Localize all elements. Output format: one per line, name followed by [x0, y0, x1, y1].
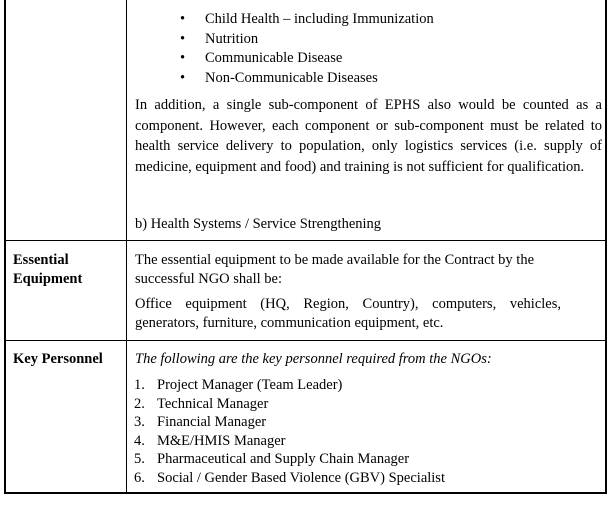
- bullet-icon: •: [180, 50, 186, 66]
- list-item: 4. M&E/HMIS Manager: [134, 432, 286, 449]
- row-divider-1: [4, 240, 607, 241]
- table-border-right: [605, 0, 607, 494]
- list-item: 6. Social / Gender Based Violence (GBV) Specialist: [134, 469, 445, 486]
- table-border-left: [4, 0, 6, 494]
- key-personnel-list: [134, 376, 445, 487]
- list-item: 5. Pharmaceutical and Supply Chain Manager: [134, 451, 410, 467]
- bullet-icon: •: [180, 11, 186, 27]
- ephs-bullet-list: [180, 10, 434, 88]
- bullet-icon: •: [180, 30, 186, 47]
- essential-equipment-intro: The essential equipment to be made available for the Contract by the successful NGO shall be:: [135, 252, 535, 287]
- list-item: 3. Financial Manager: [134, 414, 267, 430]
- essential-equipment-label: Essential Equipment: [13, 252, 83, 287]
- key-personnel-intro: The following are the key personnel required from the NGOs:: [135, 351, 492, 367]
- list-item: • Communicable Disease: [180, 49, 434, 69]
- list-item: • Nutrition: [180, 30, 434, 50]
- list-item: 1. Project Manager (Team Leader): [134, 377, 343, 393]
- table-border-bottom: [4, 492, 607, 494]
- essential-equipment-items: Office equipment (HQ, Region, Country), computers, vehicles, generators, furniture, communication equipment, etc.: [135, 296, 561, 331]
- table-border-column: [126, 0, 127, 494]
- key-personnel-label: Key Personnel: [13, 351, 103, 367]
- list-item: • Child Health – including Immunization: [180, 10, 434, 30]
- ephs-paragraph: In addition, a single sub-component of EPHS also would be counted as a component. However, each component or sub-component must be related to health service delivery to population, only logistics services (i.e. supply of medicine, equipment and food) and training is not sufficient for qualification.: [135, 97, 602, 175]
- row-divider-2: [4, 340, 607, 341]
- list-item: • Non-Communicable Diseases: [180, 69, 434, 89]
- list-item: 2. Technical Manager: [134, 395, 269, 412]
- ephs-item-b: b) Health Systems / Service Strengthening: [135, 216, 382, 232]
- bullet-icon: •: [180, 69, 186, 86]
